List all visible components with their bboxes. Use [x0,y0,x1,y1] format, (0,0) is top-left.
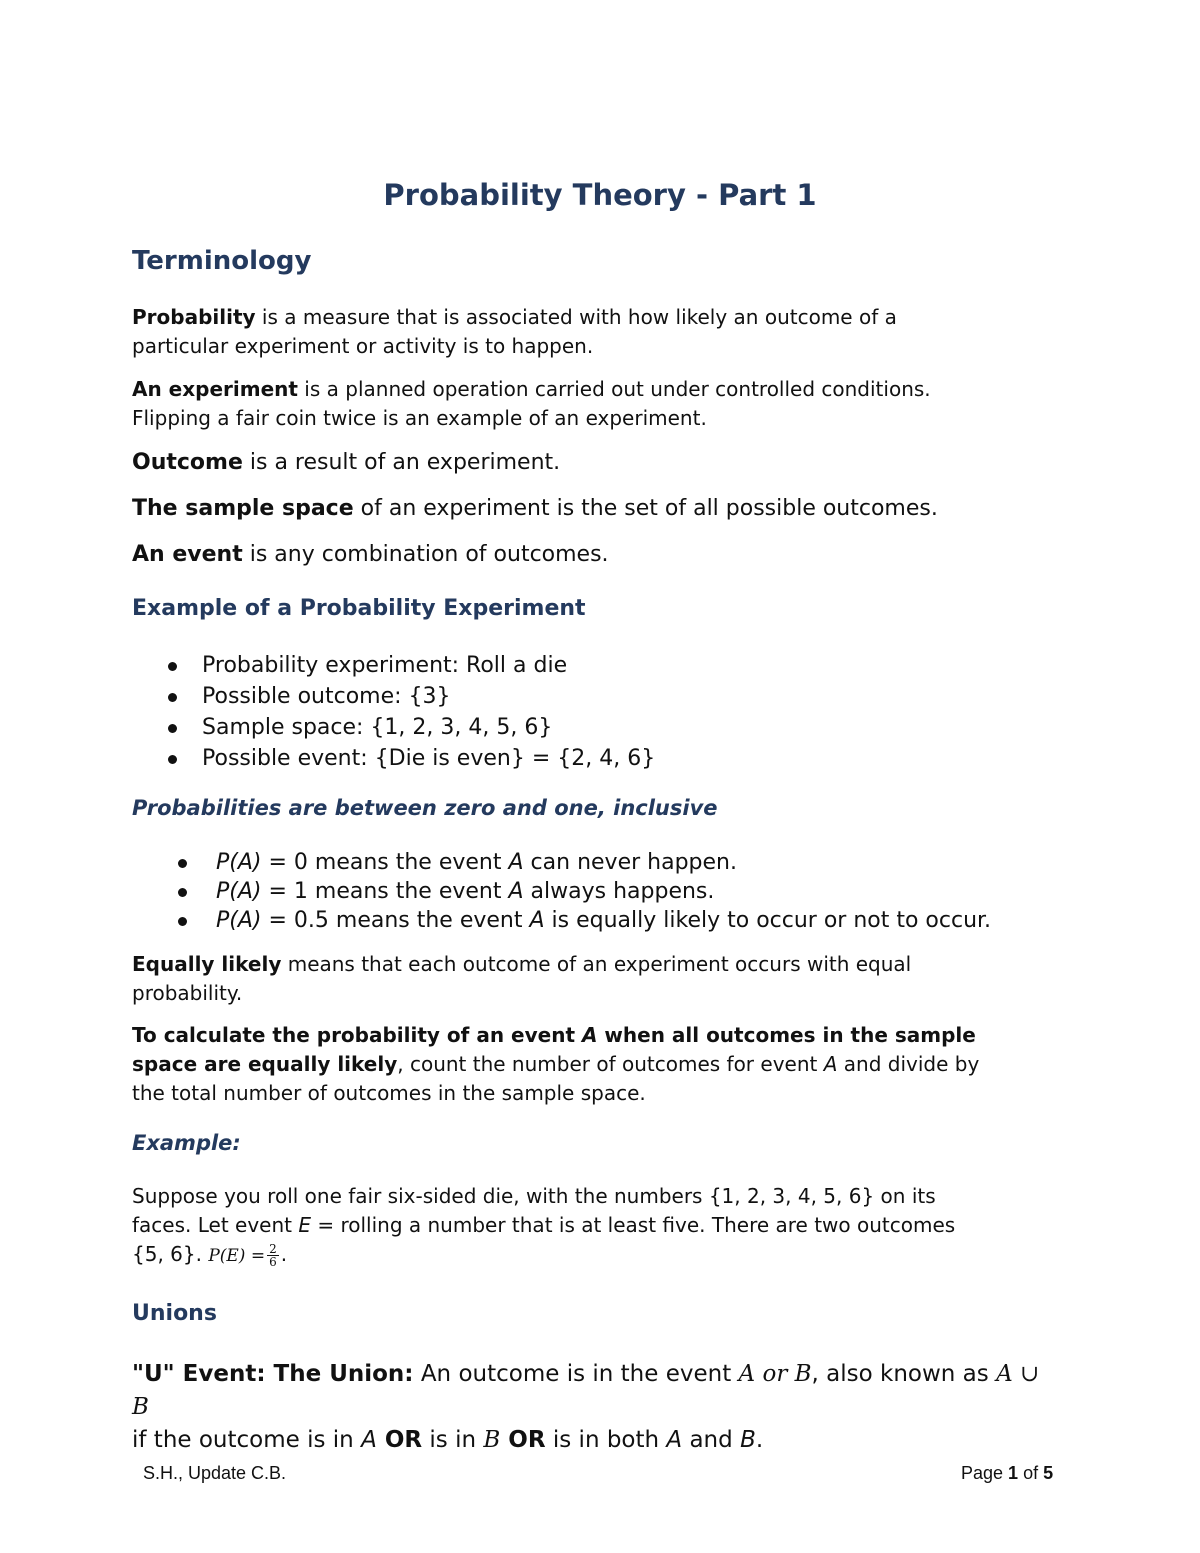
list-item: P(A) = 1 means the event A always happens. [180,877,991,906]
list-item: Probability experiment: Roll a die [166,650,655,681]
probability-text-1: is a measure that is associated with how likely an outcome of a [255,305,897,329]
probability-term: Probability [132,305,256,329]
page-title: Probability Theory - Part 1 [383,178,817,212]
footer-page-number: Page 1 of 5 [961,1463,1054,1483]
probability-definition [132,303,1062,361]
outcome-definition [132,448,1062,478]
experiment-text-1: is a planned operation carried out under controlled conditions. [297,377,931,401]
list-item: P(A) = 0.5 means the event A is equally likely to occur or not to occur. [180,906,991,935]
experiment-text-2: Flipping a fair coin twice is an example of an experiment. [132,406,707,430]
experiment-term: An experiment [132,377,298,401]
event-text: is any combination of outcomes. [242,542,609,567]
list-item: P(A) = 0 means the event A can never happen. [180,848,991,877]
probability-text-2: particular experiment or activity is to happen. [132,334,594,358]
list-item: Possible event: {Die is even} = {2, 4, 6} [166,743,655,774]
event-definition [132,540,1062,570]
union-definition: "U" Event: The Union: An outcome is in the event A or B, also known as A ∪ B if the outcome is in A OR is in B OR is in both A and B. [132,1361,1040,1453]
list-item: Possible outcome: {3} [166,681,655,712]
equally-likely-definition: Equally likely means that each outcome of an experiment occurs with equal probability. [132,952,912,1005]
example-experiment-list [166,650,655,774]
probabilities-range-list [180,848,991,935]
example-paragraph: Suppose you roll one fair six-sided die, with the numbers {1, 2, 3, 4, 5, 6} on its faces. Let event E = rolling a number that is at least five. There are two outcomes {5, 6}. P(E) = $\frac{2}{6}$ . [132,1184,956,1269]
bullet-icon [178,859,187,868]
sample-space-definition [132,494,1062,524]
fraction: $\frac{2}{6}$ [269,1242,277,1269]
terminology-heading: Terminology [132,246,312,276]
event-term: An event [132,542,243,567]
sample-space-term: The sample space [132,496,354,521]
bullet-icon [178,888,187,897]
equally-likely-term: Equally likely [132,952,282,976]
bullet-icon [168,724,177,733]
probabilities-range-heading: Probabilities are between zero and one, inclusive [132,796,718,820]
list-item: Sample space: {1, 2, 3, 4, 5, 6} [166,712,655,743]
bullet-icon [168,662,177,671]
bullet-icon [168,693,177,702]
example-heading: Example: [132,1131,241,1155]
bullet-icon [168,755,177,764]
calculate-paragraph: To calculate the probability of an event A when all outcomes in the sample space are equally likely, count the number of outcomes for event A and divide by the total number of outcomes in the sample space. [132,1023,980,1105]
bullet-icon [178,917,187,926]
footer-author: S.H., Update C.B. [143,1463,287,1483]
pe-expression: P(E) = [208,1246,266,1266]
outcome-term: Outcome [132,450,243,475]
sample-space-text: of an experiment is the set of all possible outcomes. [353,496,938,521]
outcome-text: is a result of an experiment. [242,450,561,475]
experiment-definition [132,375,1062,433]
unions-heading: Unions [132,1301,217,1326]
example-experiment-heading: Example of a Probability Experiment [132,596,586,621]
